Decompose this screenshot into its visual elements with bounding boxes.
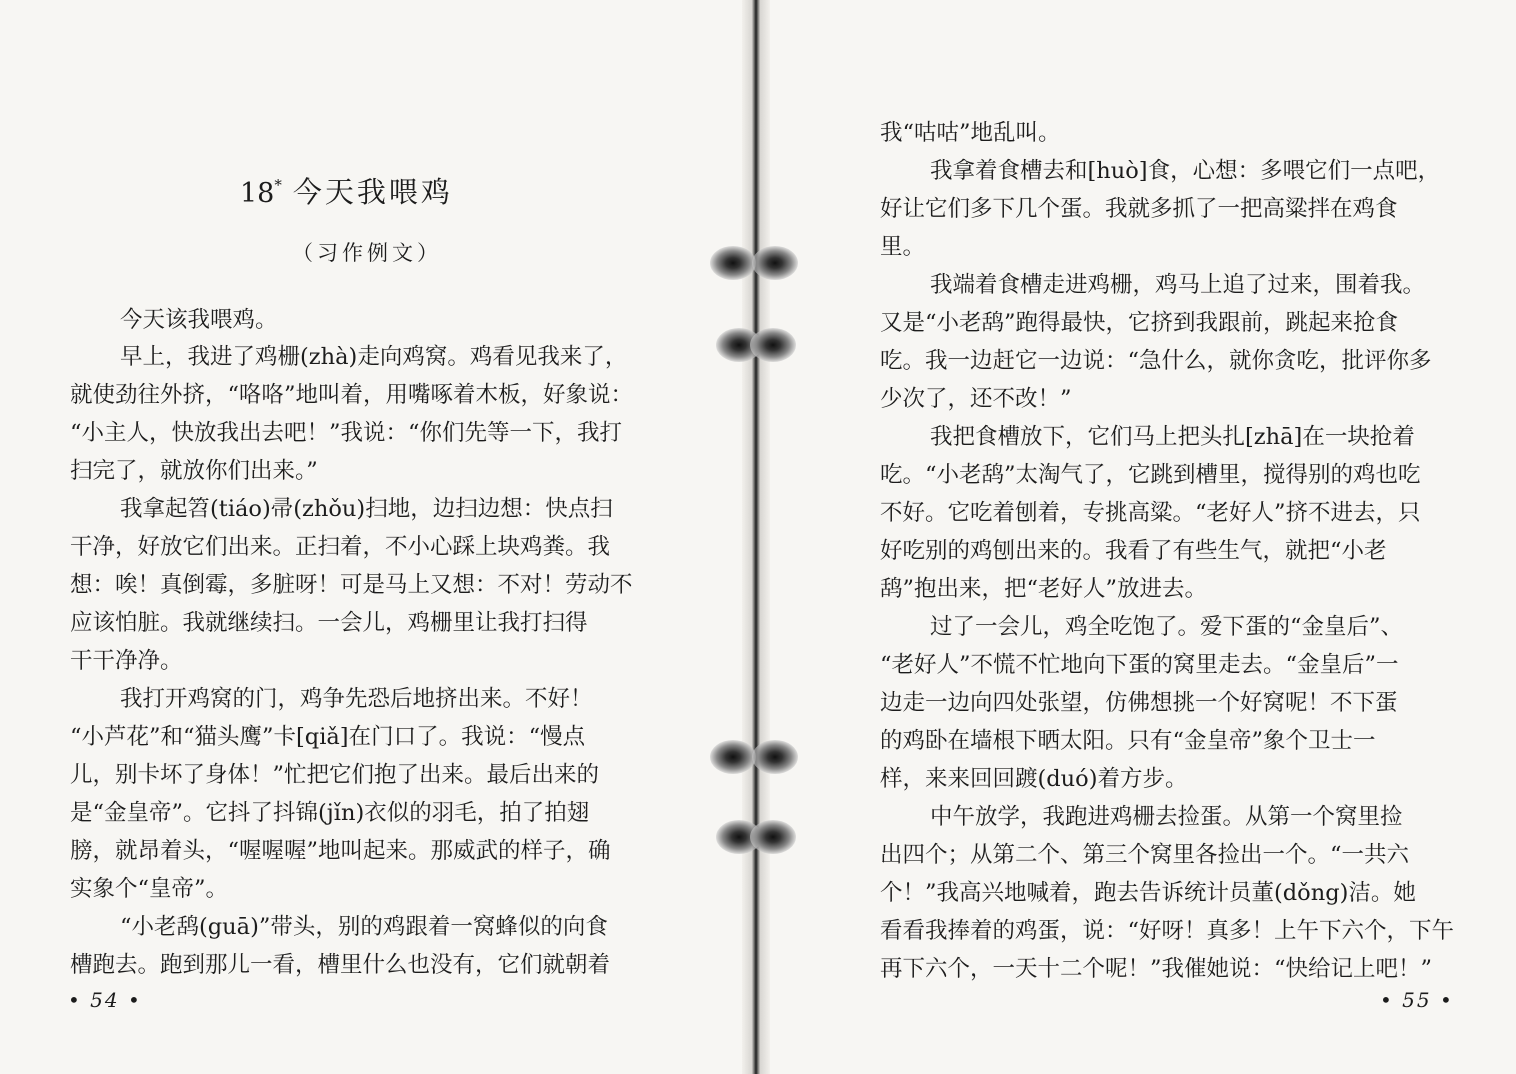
text-line: 中午放学，我跑进鸡栅去捡蛋。从第一个窝里捡: [930, 804, 1403, 830]
right-page: [760, 0, 1516, 1074]
text-line: 过了一会儿，鸡全吃饱了。爱下蛋的“金皇后”、: [930, 614, 1404, 640]
text-line: 鸹”抱出来，把“老好人”放进去。: [880, 576, 1208, 602]
left-page: [0, 0, 752, 1074]
text-line: 出四个；从第二个、第三个窝里各捡出一个。“一共六: [880, 842, 1410, 868]
text-line: 看看我捧着的鸡蛋，说：“好呀！真多！上午下六个，下午: [880, 918, 1455, 944]
text-line: 我“咕咕”地乱叫。: [880, 120, 1061, 146]
text-line: 槽跑去。跑到那儿一看，槽里什么也没有，它们就朝着: [70, 952, 611, 978]
lesson-title-text: 今天我喂鸡: [292, 175, 453, 209]
page-number-right: • 55 •: [1380, 988, 1454, 1012]
text-line: 吃。“小老鸹”太淘气了，它跳到槽里，搅得别的鸡也吃: [880, 462, 1421, 488]
text-line: “老好人”不慌不忙地向下蛋的窝里走去。“金皇后”一: [880, 652, 1399, 678]
binding-hole: [752, 246, 798, 280]
text-line: 我拿起笤(tiáo)帚(zhǒu)扫地，边扫边想：快点扫: [120, 496, 613, 522]
text-line: 就使劲往外挤，“咯咯”地叫着，用嘴啄着木板，好象说：: [70, 382, 634, 408]
text-line: 我拿着食槽去和[huò]食，心想：多喂它们一点吧，: [930, 158, 1441, 184]
binding-hole: [710, 246, 756, 280]
text-line: 我把食槽放下，它们马上把头扎[zhā]在一块抢着: [930, 424, 1415, 450]
text-line: 我端着食槽走进鸡栅，鸡马上追了过来，围着我。: [930, 272, 1426, 298]
text-line: 今天该我喂鸡。: [120, 307, 278, 333]
page-number-left: • 54 •: [68, 988, 142, 1012]
book-gutter: [742, 0, 770, 1074]
text-line: 是“金皇帝”。它抖了抖锦(jǐn)衣似的羽毛，拍了拍翅: [70, 800, 590, 826]
text-line: 少次了，还不改！”: [880, 386, 1072, 412]
text-line: 实象个“皇帝”。: [70, 876, 229, 902]
text-line: 又是“小老鸹”跑得最快，它挤到我跟前，跳起来抢食: [880, 310, 1399, 336]
text-line: “小芦花”和“猫头鹰”卡[qiǎ]在门口了。我说：“慢点: [70, 724, 586, 750]
text-line: 好吃别的鸡刨出来的。我看了有些生气，就把“小老: [880, 538, 1387, 564]
lesson-mark: *: [274, 176, 285, 194]
text-line: “小老鸹(guā)”带头，别的鸡跟着一窝蜂似的向食: [120, 914, 608, 940]
binding-hole: [750, 328, 796, 362]
text-line: 吃。我一边赶它一边说：“急什么，就你贪吃，批评你多: [880, 348, 1432, 374]
text-line: 扫完了，就放你们出来。”: [70, 458, 318, 484]
text-line: 应该怕脏。我就继续扫。一会儿，鸡栅里让我打扫得: [70, 610, 588, 636]
binding-hole: [752, 740, 798, 774]
binding-hole: [750, 820, 796, 854]
text-line: 干净，好放它们出来。正扫着，不小心踩上块鸡粪。我: [70, 534, 611, 560]
lesson-title: [240, 170, 453, 211]
text-line: 好让它们多下几个蛋。我就多抓了一把高粱拌在鸡食: [880, 196, 1398, 222]
lesson-number: 18: [240, 178, 275, 209]
text-line: 样，来来回回踱(duó)着方步。: [880, 766, 1188, 792]
text-line: 边走一边向四处张望，仿佛想挑一个好窝呢！不下蛋: [880, 690, 1398, 716]
text-line: 再下六个，一天十二个呢！”我催她说：“快给记上吧！”: [880, 956, 1433, 982]
text-line: 想：唉！真倒霉，多脏呀！可是马上又想：不对！劳动不: [70, 572, 633, 598]
text-line: 个！”我高兴地喊着，跑去告诉统计员董(dǒng)洁。她: [880, 880, 1416, 906]
text-line: “小主人，快放我出去吧！”我说：“你们先等一下，我打: [70, 420, 623, 446]
text-line: 儿，别卡坏了身体！”忙把它们抱了出来。最后出来的: [70, 762, 600, 788]
text-line: 膀，就昂着头，“喔喔喔”地叫起来。那威武的样子，确: [70, 838, 611, 864]
text-line: 的鸡卧在墙根下晒太阳。只有“金皇帝”象个卫士一: [880, 728, 1376, 754]
text-line: 干干净净。: [70, 648, 183, 674]
text-line: 我打开鸡窝的门，鸡争先恐后地挤出来。不好！: [120, 686, 593, 712]
lesson-subtitle: （习作例文）: [292, 241, 442, 265]
binding-hole: [710, 740, 756, 774]
text-line: 不好。它吃着刨着，专挑高粱。“老好人”挤不进去，只: [880, 500, 1421, 526]
text-line: 早上，我进了鸡栅(zhà)走向鸡窝。鸡看见我来了，: [120, 344, 628, 370]
text-line: 里。: [880, 234, 926, 260]
